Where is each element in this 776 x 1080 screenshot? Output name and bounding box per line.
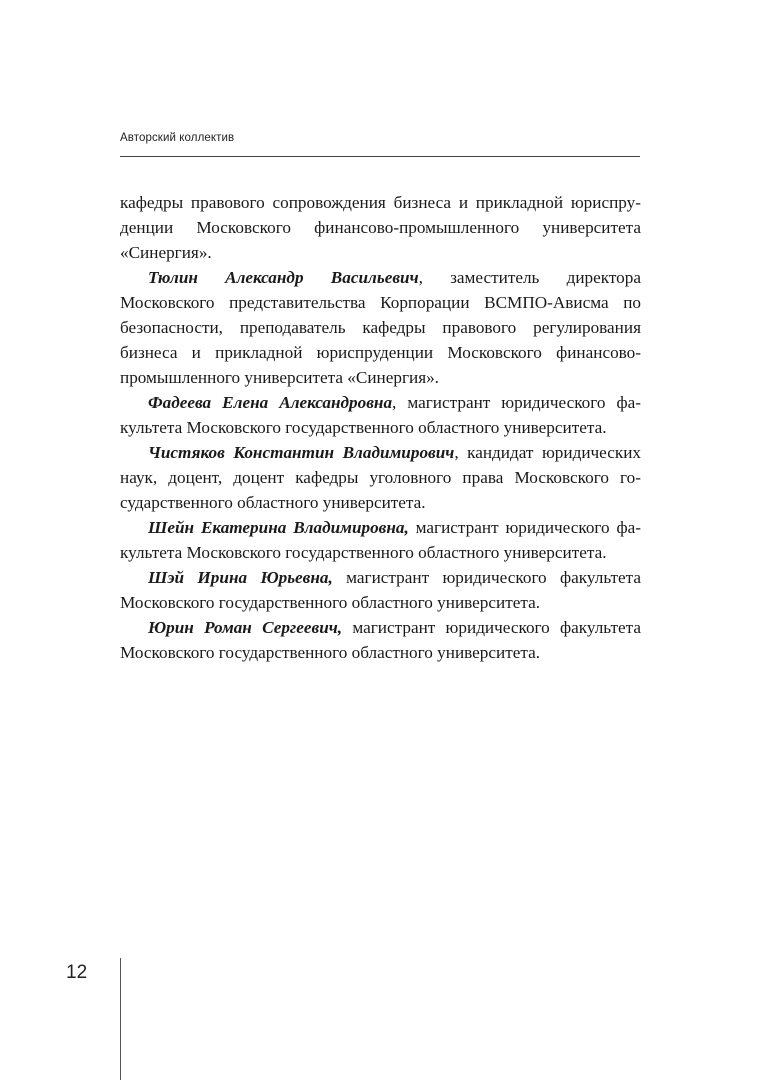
author-entry	[120, 515, 641, 565]
running-head: Авторский коллектив	[120, 132, 235, 144]
author-description: , магистрант юридического факультета Московского государственного областного университета.	[120, 393, 641, 437]
author-description: магистрант юридического факультета Московского государственного областного университета.	[120, 568, 641, 612]
author-entry	[120, 615, 641, 665]
author-name: Юрин Роман Сергеевич,	[148, 618, 343, 637]
header-divider	[120, 156, 640, 157]
author-description: магистрант юридического факультета Московского государственного областного университета.	[120, 618, 641, 662]
author-name: Чистяков Константин Владимирович	[148, 443, 455, 462]
author-name: Шейн Екатерина Владимировна,	[148, 518, 409, 537]
author-list	[120, 190, 641, 665]
margin-rule	[120, 958, 121, 1080]
author-description: , заместитель директора Московского представительства Корпорации ВСМПО-Ависма по безопасности, преподаватель кафедры правового регулирования бизнеса и прикладной юриспруденции Московского финансово-промышленного университета «Синергия».	[120, 268, 642, 387]
author-name: Тюлин Александр Васильевич	[148, 268, 419, 287]
author-entry	[120, 440, 641, 515]
page-number: 12	[66, 962, 88, 983]
author-entry	[120, 390, 641, 440]
author-description: , кандидат юридических наук, доцент, доцент кафедры уголовного права Московского государственного областного университета.	[120, 443, 641, 512]
author-name: Шэй Ирина Юрьевна,	[148, 568, 333, 587]
author-entry	[120, 265, 641, 390]
author-entry	[120, 565, 641, 615]
author-name: Фадеева Елена Александровна	[148, 393, 393, 412]
continuation-paragraph: кафедры правового сопровождения бизнеса и прикладной юриспруденции Московского финансово-промышленного университета «Синергия».	[120, 193, 641, 262]
author-description: магистрант юридического факультета Московского государственного областного университета.	[120, 518, 641, 562]
